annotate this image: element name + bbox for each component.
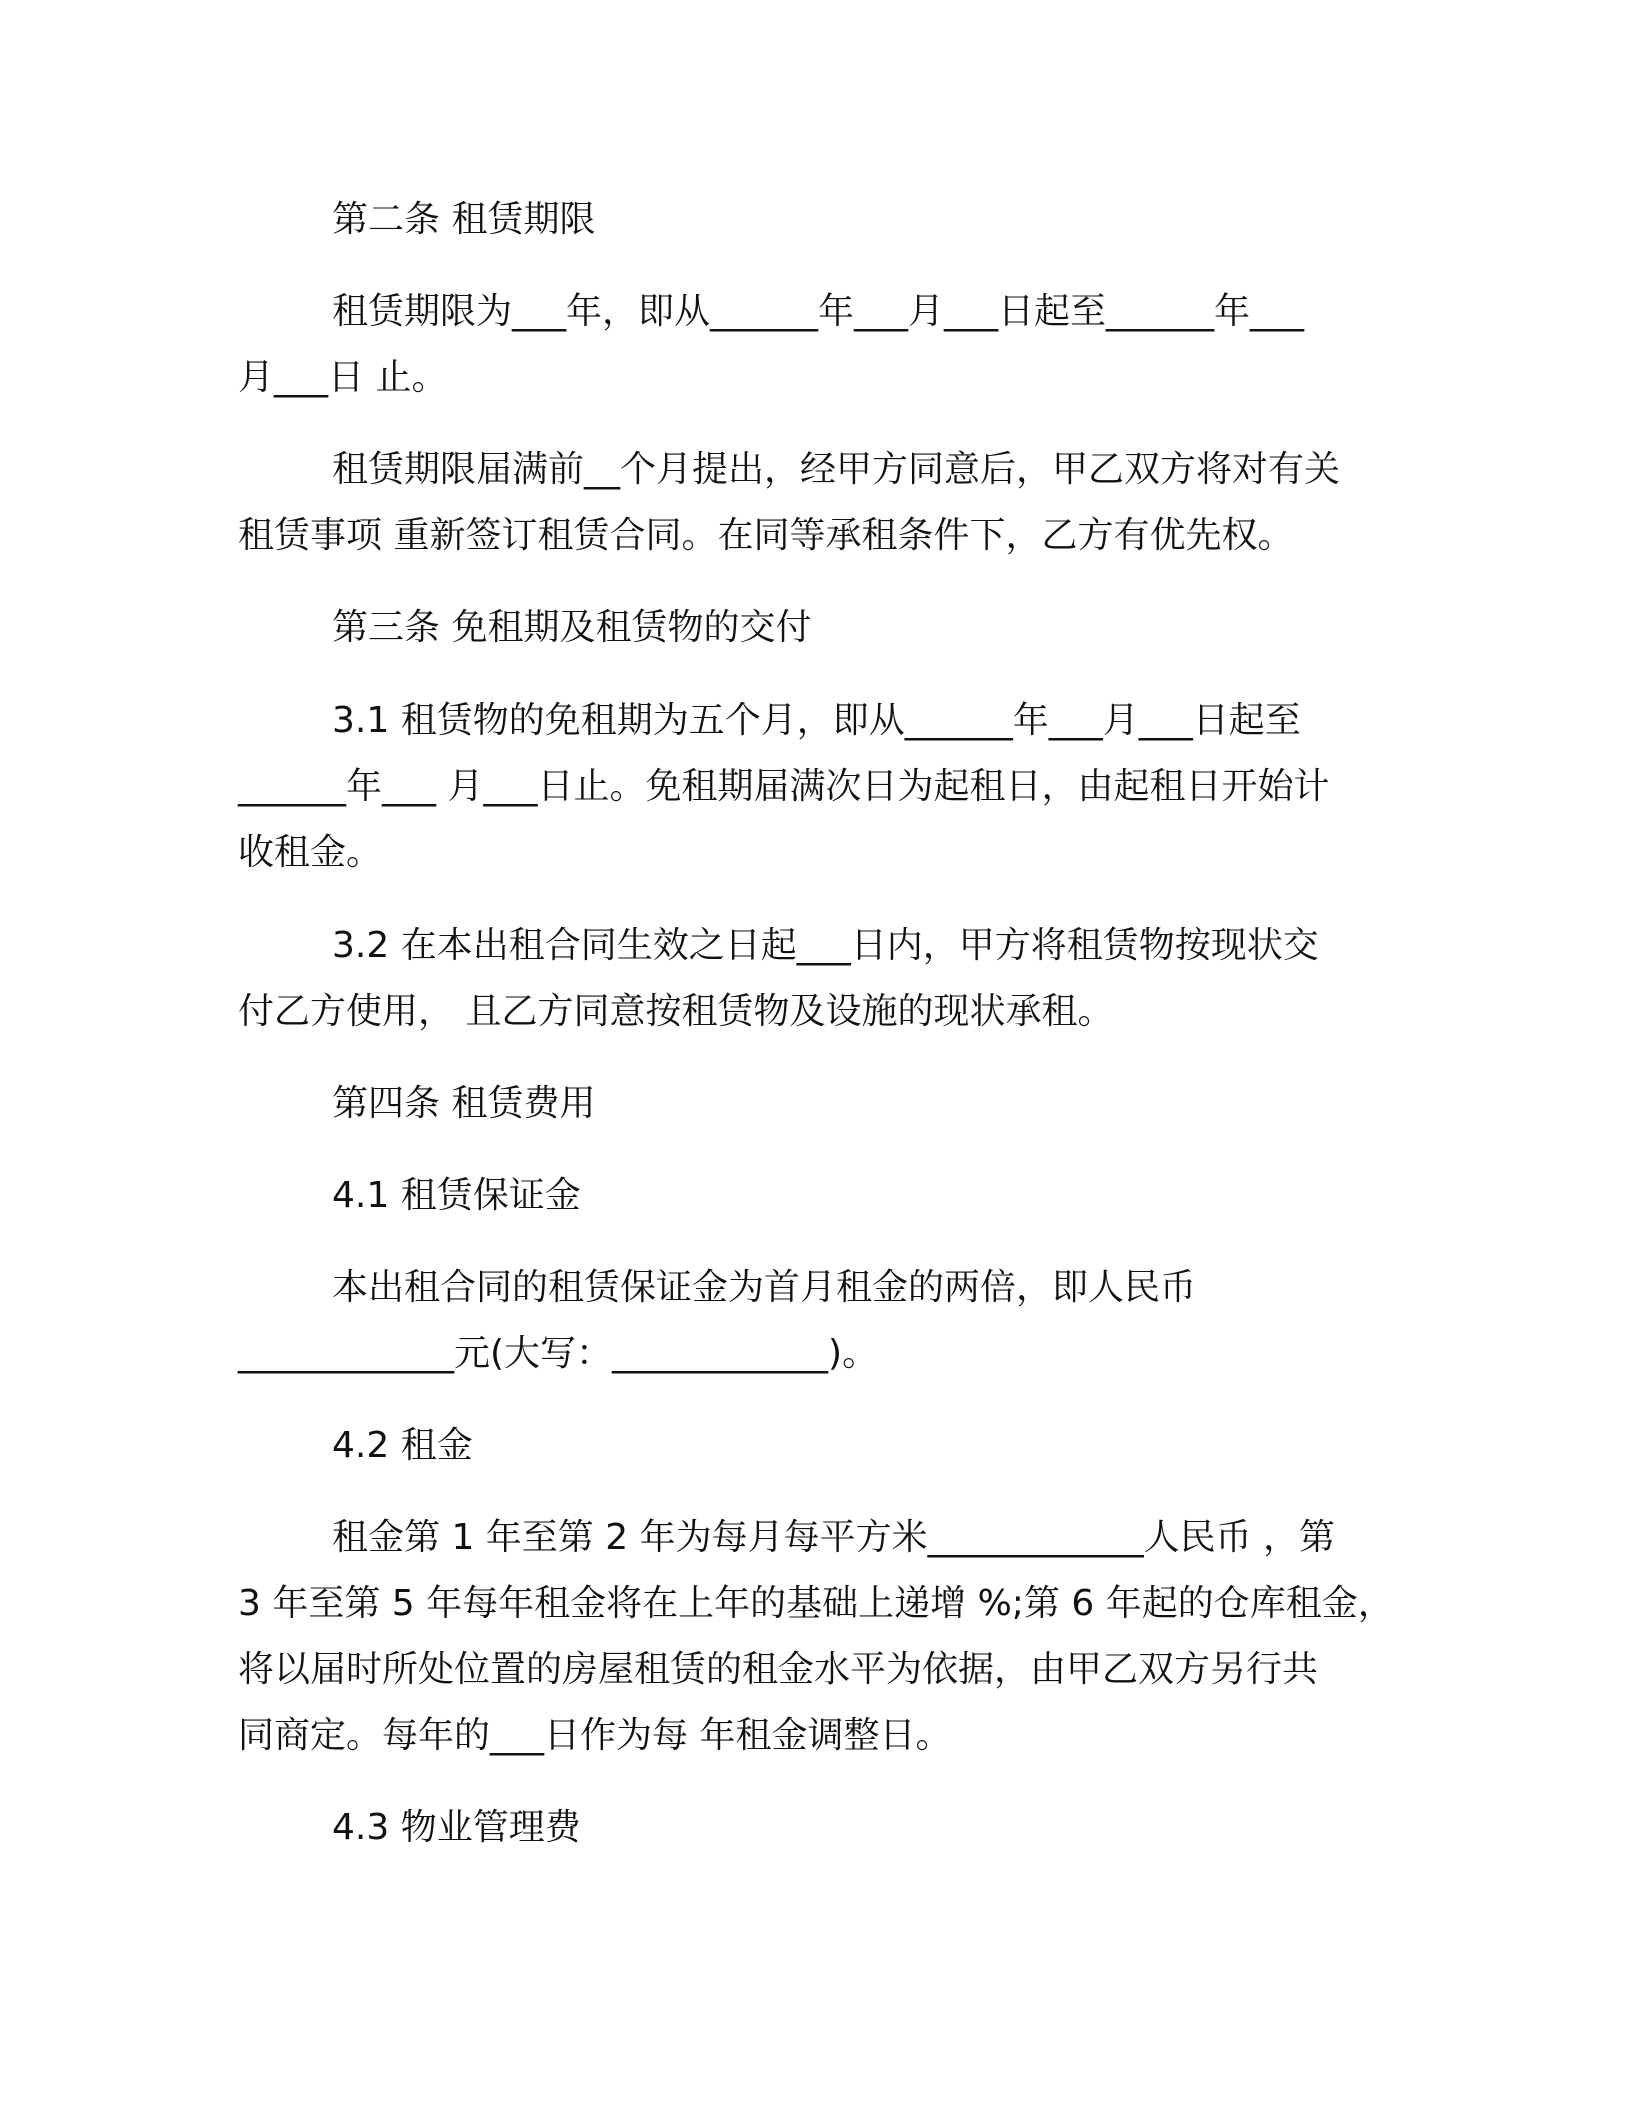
article-3-heading: 第三条 免租期及租赁物的交付	[332, 607, 812, 648]
paragraph-line: 同商定。每年的___日作为每 年租金调整日。	[238, 1715, 952, 1756]
paragraph-line: 收租金。	[238, 832, 383, 873]
paragraph-line: 月___日 止。	[238, 357, 448, 398]
paragraph-line: 3.1 租赁物的免租期为五个月，即从______年___月___日起至	[332, 700, 1301, 741]
paragraph-line: 本出租合同的租赁保证金为首月租金的两倍，即人民币	[332, 1267, 1197, 1308]
paragraph-line: 付乙方使用， 且乙方同意按租赁物及设施的现状承租。	[238, 991, 1114, 1032]
paragraph-line: 租赁事项 重新签订租赁合同。在同等承租条件下，乙方有优先权。	[238, 515, 1294, 556]
paragraph-line: 租赁期限届满前__个月提出，经甲方同意后，甲乙双方将对有关	[332, 449, 1341, 490]
paragraph-line: 租金第 1 年至第 2 年为每月每平方米____________人民币 ，第	[332, 1517, 1336, 1558]
section-4-2-heading: 4.2 租金	[332, 1425, 473, 1466]
section-4-1-heading: 4.1 租赁保证金	[332, 1175, 581, 1216]
paragraph-line: 3 年至第 5 年每年租金将在上年的基础上递增 %;第 6 年起的仓库租金，	[238, 1583, 1394, 1624]
paragraph-line: 将以届时所处位置的房屋租赁的租金水平为依据，由甲乙双方另行共	[238, 1649, 1319, 1690]
article-4-heading: 第四条 租赁费用	[332, 1083, 596, 1124]
paragraph-line: 租赁期限为___年，即从______年___月___日起至______年___	[332, 291, 1305, 332]
paragraph-line: ____________元(大写：____________)。	[238, 1333, 879, 1374]
paragraph-line: ______年___ 月___日止。免租期届满次日为起租日，由起租日开始计	[238, 766, 1330, 807]
section-4-3-heading: 4.3 物业管理费	[332, 1807, 581, 1848]
article-2-heading: 第二条 租赁期限	[332, 199, 596, 240]
paragraph-line: 3.2 在本出租合同生效之日起___日内，甲方将租赁物按现状交	[332, 925, 1319, 966]
